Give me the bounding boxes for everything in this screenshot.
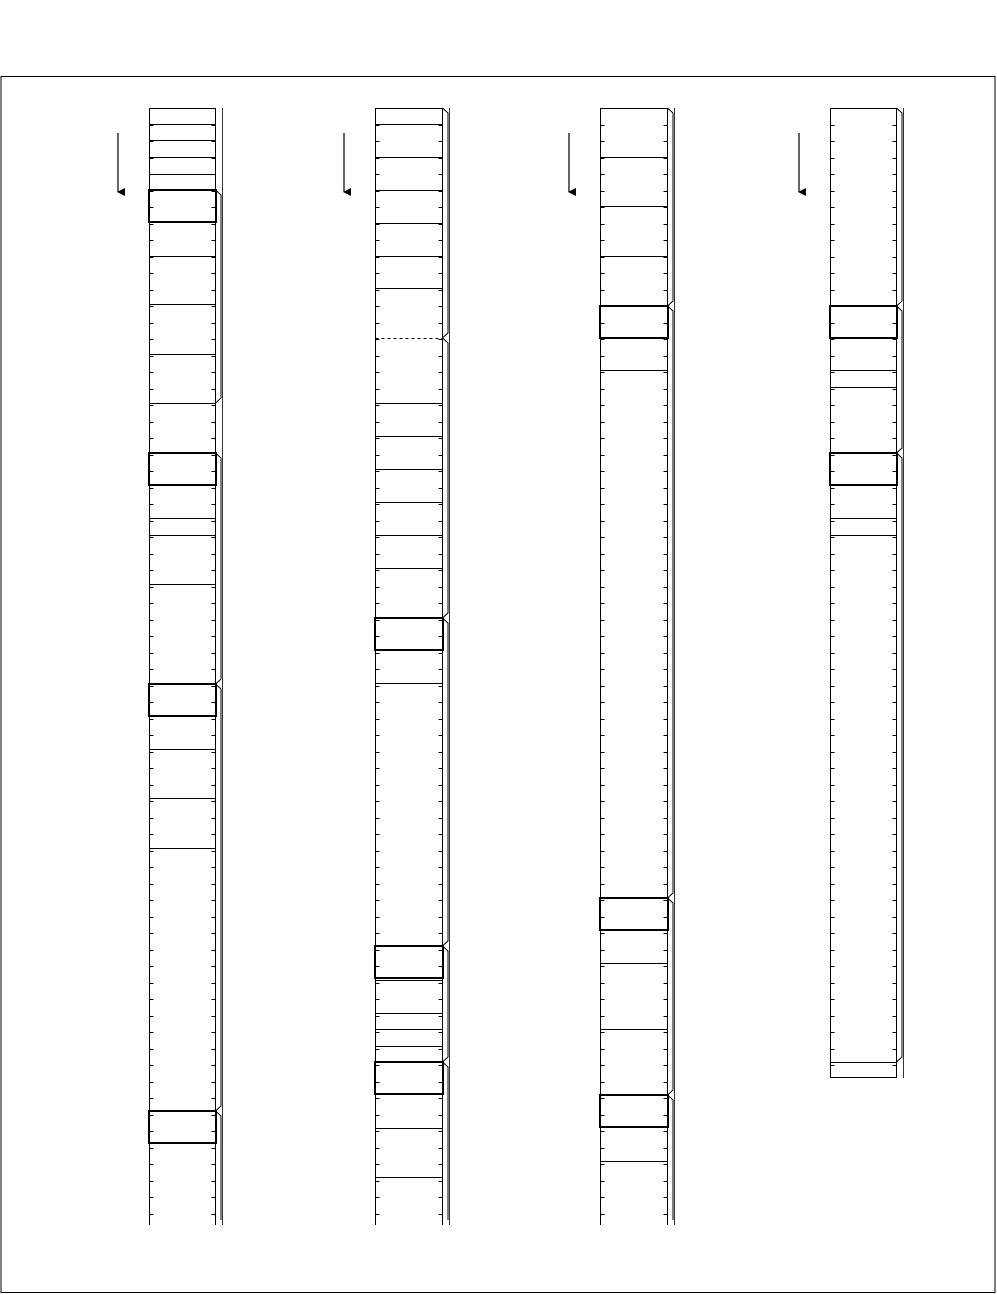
- highlight-box: [375, 946, 443, 978]
- range-bracket: [216, 453, 222, 684]
- highlight-box: [149, 1111, 216, 1143]
- range-bracket: [443, 618, 449, 946]
- highlight-box: [149, 453, 216, 485]
- column-4: [799, 108, 904, 1078]
- column-2: [344, 108, 450, 1225]
- highlight-box: [375, 1062, 443, 1094]
- range-bracket: [216, 684, 222, 1111]
- highlight-box: [149, 684, 216, 716]
- highlight-box: [830, 306, 897, 338]
- highlight-box: [149, 190, 216, 222]
- range-bracket: [443, 108, 449, 338]
- range-bracket: [897, 453, 903, 1062]
- highlight-box: [830, 453, 897, 485]
- highlight-box: [600, 306, 668, 338]
- column-3: [569, 108, 675, 1225]
- columns-layer: [118, 108, 904, 1225]
- highlight-box: [600, 1095, 668, 1127]
- column-1: [118, 108, 223, 1225]
- range-bracket: [897, 108, 903, 306]
- highlight-box: [600, 898, 668, 930]
- highlight-box: [375, 618, 443, 650]
- range-bracket: [668, 108, 674, 306]
- range-bracket: [668, 306, 674, 898]
- range-bracket: [443, 338, 449, 618]
